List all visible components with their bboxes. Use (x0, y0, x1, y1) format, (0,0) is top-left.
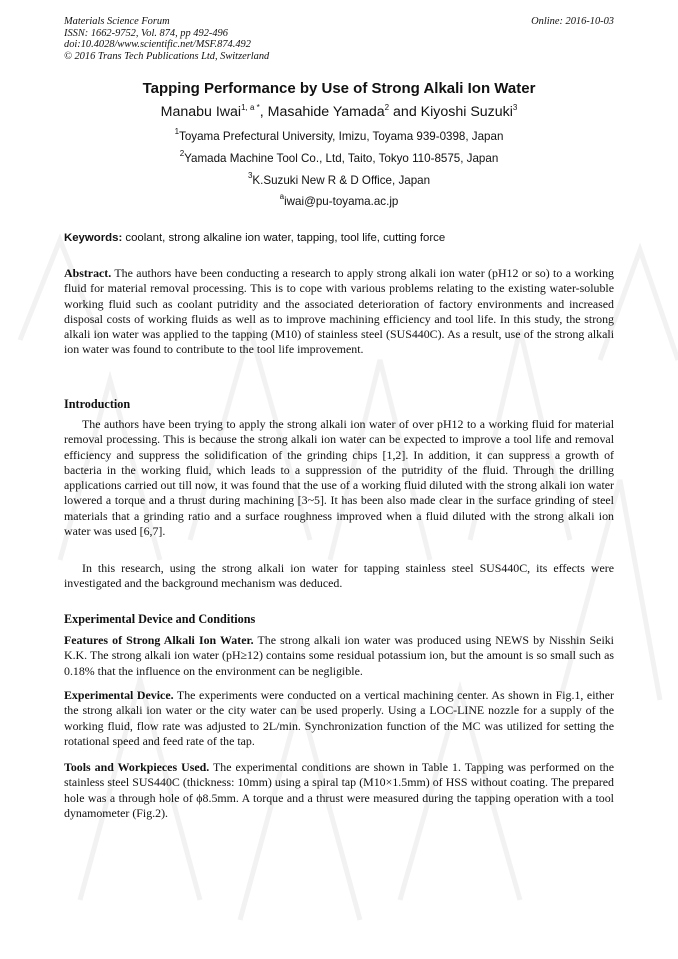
affiliation-email (0, 192, 678, 209)
affiliation-superscript: 2 (179, 149, 185, 158)
journal-issn: ISSN: 1662-9752, Vol. 874, pp 492-496 (64, 27, 228, 39)
affiliation-superscript: 3 (247, 171, 253, 180)
abstract (64, 266, 614, 358)
journal-copyright: © 2016 Trans Tech Publications Ltd, Switzerland (64, 50, 270, 62)
affiliation-text: K.Suzuki New R & D Office, Japan (252, 174, 431, 187)
intro-paragraph-1: The authors have been trying to apply the strong alkali ion water of over pH12 to a working fluid for material removal processing. This is because the strong alkali ion water can be expected to improve a tool life and removal efficiency and suppress the solidification of the grinding chips [1,2]. In addition, it can suppress a growth of bacteria in the working fluid, which leads to a suppression of the putridity of the fluid. Through the drilling applications carried out till now, it was found that the use of a working fluid diluted with the strong alkali ion water lowered a torque and a thrust during machining [3~5]. It has been also made clear in the surface grinding of steel materials that a grinding ratio and a surface roughness improved when a fluid diluted with the strong alkali ion water was used [6,7]. (64, 417, 614, 539)
abstract-label: Abstract. (64, 266, 112, 280)
online-date: Online: 2016-10-03 (531, 16, 614, 27)
abstract-text: The authors have been conducting a research to apply strong alkali ion water (pH12 or so) to a working fluid for material removal processing. This is to cope with various problems relating to the existing water-soluble working fluid such as coolant putridity and the associated deterioration of factory environments and increased disposal costs of working fluids as well as to improve machining efficiency and tool life. In this study, the strong alkali ion water was applied to the tapping (M10) of stainless steel (SUS440C). As a result, use of the strong alkali ion water was found to contribute to the tool life improvement. (64, 266, 614, 357)
section-heading-experimental: Experimental Device and Conditions (64, 612, 256, 626)
journal-doi[interactable]: doi:10.4028/www.scientific.net/MSF.874.492 (64, 39, 251, 51)
tools-paragraph (64, 760, 614, 821)
author-name: and Kiyoshi Suzuki (389, 104, 513, 120)
author-superscript: 1, a * (241, 103, 260, 112)
author-line (0, 103, 678, 121)
features-label: Features of Strong Alkali Ion Water. (64, 633, 254, 647)
device-label: Experimental Device. (64, 688, 174, 702)
email-link[interactable]: iwai@pu-toyama.ac.jp (284, 195, 399, 208)
author-superscript: 2 (384, 103, 390, 112)
affiliation-text: Toyama Prefectural University, Imizu, Toyama 939-0398, Japan (179, 130, 504, 143)
affiliation-3 (0, 171, 678, 188)
affiliation-superscript: a (279, 192, 285, 201)
keywords-text: coolant, strong alkaline ion water, tapping, tool life, cutting force (122, 232, 446, 244)
author-superscript: 3 (512, 103, 518, 112)
affiliation-2 (0, 149, 678, 166)
affiliation-1 (0, 127, 678, 144)
affiliation-superscript: 1 (174, 127, 180, 136)
affiliation-text: Yamada Machine Tool Co., Ltd, Taito, Tokyo 110-8575, Japan (184, 152, 499, 165)
device-text: The experiments were conducted on a vertical machining center. As shown in Fig.1, either the strong alkali ion water or the city water can be used properly. Using a LOC-LINE nozzle for a supply of the working fluid, flow rate was adjusted to 2L/min. Synchronization function of the MC was utilized for setting the rotational speed and feed rate of the tap. (64, 688, 615, 748)
intro-paragraph-2: In this research, using the strong alkali ion water for tapping stainless steel SUS440C, its effects were investigated and the background mechanism was deduced. (64, 561, 614, 591)
features-paragraph (64, 633, 614, 679)
device-paragraph (64, 688, 614, 749)
author-name: , Masahide Yamada (259, 104, 385, 120)
keywords (64, 231, 445, 245)
tools-text: The experimental conditions are shown in Table 1. Tapping was performed on the stainless steel SUS440C (thickness: 10mm) using a spiral tap (M10×1.5mm) of HSS without coating. The prepared hole was a through hole of ϕ8.5mm. A torque and a thrust were measured during the tapping operation with a tool dynamometer (Fig.2). (64, 760, 614, 820)
features-text: The strong alkali ion water was produced using NEWS by Nisshin Seiki K.K. The strong alkali ion water (pH≥12) contains some residual potassium ion, but the amount is so small such as 0.18% that the influence on the environment can be negligible. (64, 633, 614, 678)
journal-header (64, 16, 269, 62)
author-name: Manabu Iwai (160, 104, 242, 120)
tools-label: Tools and Workpieces Used. (64, 760, 210, 774)
section-heading-introduction: Introduction (64, 397, 131, 411)
journal-name: Materials Science Forum (64, 16, 170, 27)
keywords-label: Keywords: (64, 232, 123, 244)
paper-title: Tapping Performance by Use of Strong Alkali Ion Water (142, 80, 536, 97)
